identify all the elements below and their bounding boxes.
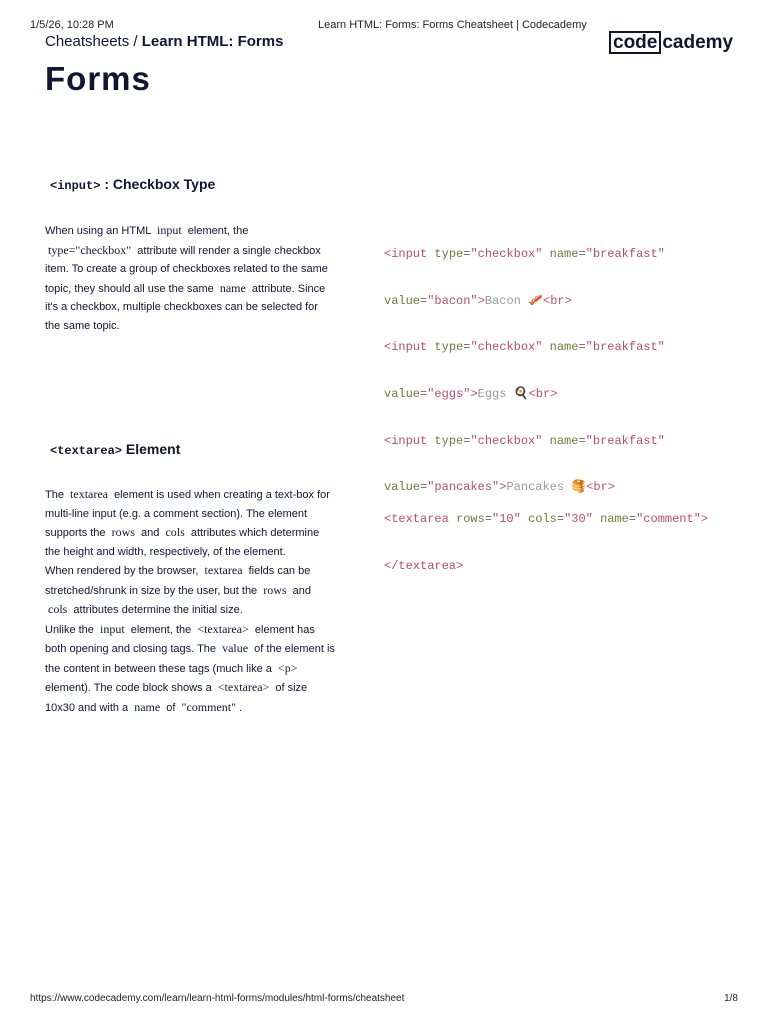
inline-code: input <box>157 223 182 237</box>
code-line: <input type="checkbox" name="breakfast" <box>384 247 665 262</box>
checkbox-code-block <box>384 220 665 523</box>
page-title: Forms <box>45 60 151 97</box>
desc-text: element). The code block shows a <box>45 682 212 694</box>
textarea-code-block <box>384 485 708 601</box>
desc-paragraph <box>45 485 335 561</box>
checkbox-description <box>45 221 335 335</box>
inline-code: cols <box>165 525 185 539</box>
print-url: https://www.codecademy.com/learn/learn-html-forms/modules/html-forms/cheatsheet <box>30 993 405 1004</box>
inline-code: <textarea> <box>217 680 270 694</box>
desc-text: of <box>166 701 176 714</box>
desc-text: When rendered by the browser, <box>45 565 199 577</box>
inline-code: name <box>134 699 161 714</box>
section-title-code: <textarea> <box>50 444 123 458</box>
desc-text: fields can be stretched/shrunk in size by the user, but the <box>45 565 311 597</box>
section-title-text: Element <box>125 441 181 457</box>
code-line: value="bacon">Bacon 🥓<br> <box>384 293 572 308</box>
breadcrumb-root-link[interactable]: Cheatsheets <box>45 33 130 50</box>
code-line: <input type="checkbox" name="breakfast" <box>384 433 665 448</box>
section-title-textarea <box>50 441 180 458</box>
inline-code: textarea <box>70 487 108 501</box>
desc-text: attribute will render a single checkbox item. To create a group of checkboxes related to the same topic, they should all use the same <box>45 244 328 295</box>
inline-code: rows <box>111 525 135 539</box>
bacon-emoji-icon: 🥓 <box>528 293 544 308</box>
desc-text: element, the <box>130 623 192 636</box>
desc-text: attribute. Since it's a checkbox, multiple checkboxes can be selected for the same topic. <box>45 282 326 332</box>
egg-emoji-icon: 🍳 <box>513 387 529 402</box>
desc-text: of the element is the content in between these tags (much like a <box>45 643 335 675</box>
breadcrumb-separator: / <box>129 33 142 50</box>
inline-code: type="checkbox" <box>48 242 132 257</box>
logo-rest-text: cademy <box>662 31 734 53</box>
logo-boxed-text: code <box>609 31 661 54</box>
desc-text: . <box>239 701 243 714</box>
inline-code: name <box>219 280 246 295</box>
desc-text: When using an HTML <box>45 225 151 237</box>
desc-paragraph <box>45 561 335 620</box>
code-line: value="eggs">Eggs 🍳<br> <box>384 387 558 402</box>
breadcrumb <box>45 33 283 50</box>
inline-code: textarea <box>204 563 243 577</box>
inline-code: cols <box>48 602 68 616</box>
print-doc-title: Learn HTML: Forms: Forms Cheatsheet | Codecademy <box>318 19 587 31</box>
desc-text: element is used when creating a text-box for multi-line input (e.g. a comment section). The element supports the <box>45 489 330 539</box>
pancake-emoji-icon: 🥞 <box>571 480 587 495</box>
code-line: <input type="checkbox" name="breakfast" <box>384 340 665 355</box>
desc-text: element has both opening and closing tags. The <box>45 623 315 655</box>
desc-text: of size 10x30 and with a <box>45 682 308 714</box>
code-line: </textarea> <box>384 558 464 573</box>
inline-code: rows <box>263 582 287 597</box>
code-line: value="pancakes">Pancakes 🥞<br> <box>384 480 616 495</box>
desc-paragraph <box>45 221 335 335</box>
print-page-number: 1/8 <box>724 993 738 1004</box>
desc-text: attributes which determine the height and width, respectively, of the element. <box>45 527 320 558</box>
inline-code: value <box>222 641 249 655</box>
inline-code: <textarea> <box>197 621 249 636</box>
desc-text: The <box>45 489 64 501</box>
desc-text: attributes determine the initial size. <box>73 604 243 616</box>
inline-code: <p> <box>277 660 298 675</box>
print-datetime: 1/5/26, 10:28 PM <box>30 19 114 31</box>
desc-text: Unlike the <box>45 623 94 636</box>
section-title-code: <input> <box>50 179 101 193</box>
inline-code: "comment" <box>181 699 236 714</box>
desc-text: and <box>292 584 312 597</box>
section-title-text: : Checkbox Type <box>104 176 216 192</box>
codecademy-logo[interactable] <box>609 31 733 54</box>
desc-text: and <box>141 527 160 539</box>
inline-code: input <box>99 621 125 636</box>
code-line: <textarea rows="10" cols="30" name="comment"> <box>384 512 709 527</box>
desc-paragraph <box>45 620 335 718</box>
section-title-checkbox <box>50 176 215 193</box>
breadcrumb-current: Learn HTML: Forms <box>141 33 284 50</box>
textarea-description <box>45 485 335 717</box>
desc-text: element, the <box>187 225 249 237</box>
